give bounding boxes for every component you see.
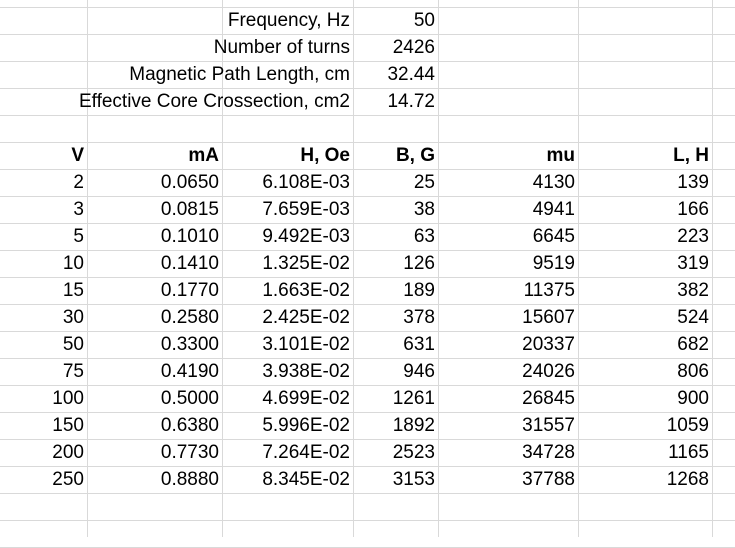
cell-col-l-h[interactable]: 319 bbox=[677, 253, 709, 274]
cell-col-v[interactable]: 3 bbox=[73, 199, 84, 220]
header-col-l-h[interactable]: L, H bbox=[673, 145, 709, 166]
cell-col-mu[interactable]: 11375 bbox=[523, 280, 575, 301]
cell-col-ma[interactable]: 0.7730 bbox=[160, 442, 219, 463]
cell-col-v[interactable]: 200 bbox=[52, 442, 84, 463]
header-col-b-g[interactable]: B, G bbox=[395, 145, 435, 166]
cell-col-b-g[interactable]: 2523 bbox=[392, 442, 435, 463]
parameter-label[interactable]: Number of turns bbox=[213, 37, 350, 58]
cell-col-v[interactable]: 150 bbox=[52, 415, 84, 436]
grid-hline bbox=[0, 115, 735, 116]
cell-col-l-h[interactable]: 1165 bbox=[668, 442, 709, 463]
cell-col-ma[interactable]: 0.5000 bbox=[160, 388, 219, 409]
cell-col-l-h[interactable]: 1059 bbox=[666, 415, 709, 436]
cell-col-ma[interactable]: 0.0650 bbox=[160, 172, 219, 193]
cell-col-l-h[interactable]: 900 bbox=[677, 388, 709, 409]
cell-col-h-oe[interactable]: 2.425E-02 bbox=[262, 307, 350, 328]
header-col-mu[interactable]: mu bbox=[546, 145, 575, 166]
cell-col-mu[interactable]: 26845 bbox=[522, 388, 575, 409]
cell-col-ma[interactable]: 0.1010 bbox=[160, 226, 219, 247]
cell-col-mu[interactable]: 4130 bbox=[532, 172, 575, 193]
parameter-value[interactable]: 50 bbox=[413, 10, 435, 31]
cell-col-ma[interactable]: 0.3300 bbox=[160, 334, 219, 355]
grid-vline bbox=[712, 0, 713, 537]
cell-col-h-oe[interactable]: 3.938E-02 bbox=[262, 361, 350, 382]
cell-col-l-h[interactable]: 806 bbox=[677, 361, 709, 382]
cell-col-mu[interactable]: 34728 bbox=[522, 442, 575, 463]
cell-col-mu[interactable]: 4941 bbox=[532, 199, 575, 220]
cell-col-ma[interactable]: 0.4190 bbox=[160, 361, 219, 382]
cell-col-b-g[interactable]: 1261 bbox=[392, 388, 435, 409]
cell-col-h-oe[interactable]: 1.663E-02 bbox=[262, 280, 350, 301]
cell-col-mu[interactable]: 37788 bbox=[522, 469, 575, 490]
cell-col-h-oe[interactable]: 6.108E-03 bbox=[262, 172, 350, 193]
parameter-label[interactable]: Effective Core Crossection, cm2 bbox=[78, 91, 350, 112]
cell-col-b-g[interactable]: 25 bbox=[413, 172, 435, 193]
cell-col-v[interactable]: 2 bbox=[73, 172, 84, 193]
cell-col-mu[interactable]: 20337 bbox=[522, 334, 575, 355]
parameter-label[interactable]: Magnetic Path Length, cm bbox=[129, 64, 350, 85]
cell-col-v[interactable]: 5 bbox=[73, 226, 84, 247]
header-col-h-oe[interactable]: H, Oe bbox=[300, 145, 350, 166]
cell-col-b-g[interactable]: 189 bbox=[403, 280, 435, 301]
header-col-v[interactable]: V bbox=[71, 145, 84, 166]
cell-col-v[interactable]: 75 bbox=[62, 361, 84, 382]
cell-col-h-oe[interactable]: 8.345E-02 bbox=[262, 469, 350, 490]
cell-col-v[interactable]: 100 bbox=[52, 388, 84, 409]
cell-col-v[interactable]: 10 bbox=[62, 253, 84, 274]
parameter-label[interactable]: Frequency, Hz bbox=[227, 10, 350, 31]
parameter-value[interactable]: 32.44 bbox=[387, 64, 435, 85]
cell-col-ma[interactable]: 0.6380 bbox=[160, 415, 219, 436]
cell-col-v[interactable]: 15 bbox=[62, 280, 84, 301]
cell-col-l-h[interactable]: 382 bbox=[677, 280, 709, 301]
cell-col-ma[interactable]: 0.2580 bbox=[160, 307, 219, 328]
cell-col-b-g[interactable]: 63 bbox=[413, 226, 435, 247]
parameter-value[interactable]: 14.72 bbox=[387, 91, 435, 112]
parameter-value[interactable]: 2426 bbox=[392, 37, 435, 58]
cell-col-l-h[interactable]: 682 bbox=[677, 334, 709, 355]
cell-col-mu[interactable]: 9519 bbox=[532, 253, 575, 274]
cell-col-v[interactable]: 30 bbox=[62, 307, 84, 328]
cell-col-h-oe[interactable]: 9.492E-03 bbox=[262, 226, 350, 247]
cell-col-h-oe[interactable]: 1.325E-02 bbox=[262, 253, 350, 274]
cell-col-ma[interactable]: 0.1770 bbox=[160, 280, 219, 301]
cell-col-h-oe[interactable]: 3.101E-02 bbox=[262, 334, 350, 355]
cell-col-l-h[interactable]: 1268 bbox=[666, 469, 709, 490]
header-col-ma[interactable]: mA bbox=[188, 145, 219, 166]
cell-col-h-oe[interactable]: 7.264E-02 bbox=[262, 442, 350, 463]
cell-col-v[interactable]: 250 bbox=[52, 469, 84, 490]
cell-col-l-h[interactable]: 139 bbox=[677, 172, 709, 193]
cell-col-l-h[interactable]: 223 bbox=[677, 226, 709, 247]
cell-col-b-g[interactable]: 126 bbox=[403, 253, 435, 274]
cell-col-h-oe[interactable]: 7.659E-03 bbox=[262, 199, 350, 220]
cell-col-b-g[interactable]: 3153 bbox=[392, 469, 435, 490]
cell-col-b-g[interactable]: 378 bbox=[403, 307, 435, 328]
grid-hline bbox=[0, 493, 735, 494]
cell-col-mu[interactable]: 6645 bbox=[532, 226, 575, 247]
cell-col-ma[interactable]: 0.0815 bbox=[160, 199, 219, 220]
cell-col-ma[interactable]: 0.8880 bbox=[160, 469, 219, 490]
cell-col-mu[interactable]: 31557 bbox=[522, 415, 575, 436]
cell-col-mu[interactable]: 15607 bbox=[522, 307, 575, 328]
cell-col-h-oe[interactable]: 5.996E-02 bbox=[262, 415, 350, 436]
grid-hline bbox=[0, 520, 735, 521]
cell-col-l-h[interactable]: 166 bbox=[677, 199, 709, 220]
cell-col-mu[interactable]: 24026 bbox=[522, 361, 575, 382]
cell-col-ma[interactable]: 0.1410 bbox=[160, 253, 219, 274]
cell-col-h-oe[interactable]: 4.699E-02 bbox=[262, 388, 350, 409]
cell-col-b-g[interactable]: 946 bbox=[403, 361, 435, 382]
cell-col-b-g[interactable]: 1892 bbox=[392, 415, 435, 436]
cell-col-l-h[interactable]: 524 bbox=[677, 307, 709, 328]
cell-col-b-g[interactable]: 38 bbox=[413, 199, 435, 220]
cell-col-v[interactable]: 50 bbox=[62, 334, 84, 355]
cell-col-b-g[interactable]: 631 bbox=[403, 334, 435, 355]
